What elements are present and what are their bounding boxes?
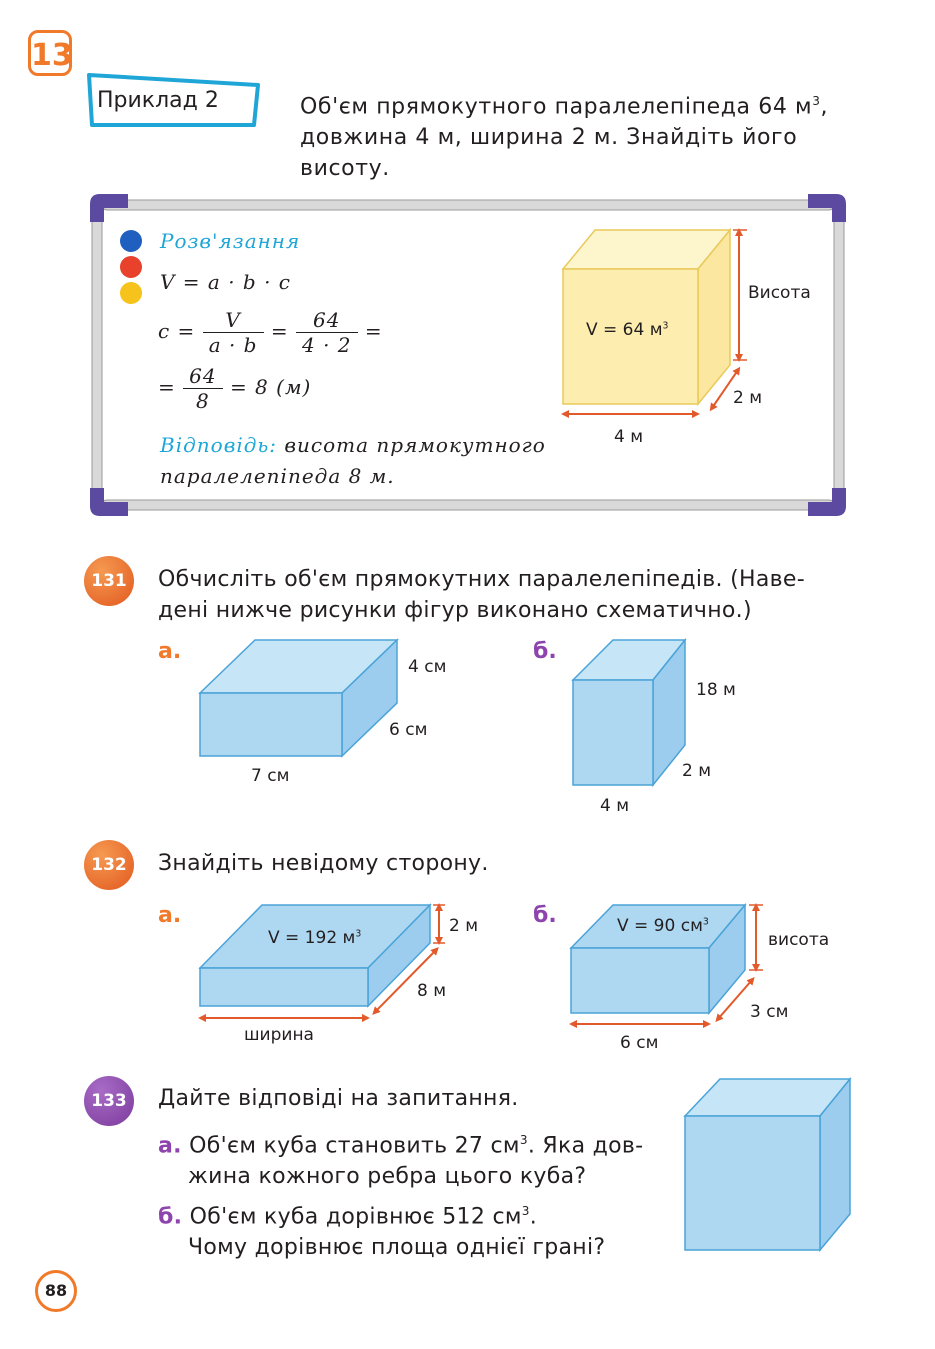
example-volume-label: V = 64 $м^3$ bbox=[586, 320, 669, 340]
exercise-133-b: б. Об'єм куба дорівнює 512 $см^3$. Чому дорівнює площа однієї грані? bbox=[158, 1204, 606, 1261]
exercise-131-a-letter: а. bbox=[158, 639, 182, 664]
exercise-132-badge: 132 bbox=[84, 840, 134, 890]
solution-formula: V = a · b · c bbox=[160, 270, 291, 294]
example-text-line3: висоту. bbox=[300, 156, 390, 182]
exercise-132-a-box bbox=[195, 898, 455, 1028]
example-text-line1: Об'єм прямокутного паралелепіпеда 64 м bbox=[300, 94, 813, 120]
solution-step2: = $\frac{64}{8}$ = 8 (м) bbox=[158, 364, 312, 413]
exercise-132-a-length: ширина bbox=[244, 1025, 314, 1045]
exercise-131-a-box bbox=[195, 635, 405, 760]
exercise-132-a-volume: V = 192 $м^3$ bbox=[268, 928, 362, 948]
fraction-64-over-8: $\frac{64}{8}$ bbox=[183, 364, 222, 413]
example-width-label: 2 м bbox=[733, 388, 763, 408]
example-length-label: 4 м bbox=[614, 427, 644, 447]
exercise-131-text: Обчисліть об'єм прямокутних паралелепіпедів. (Наве- дені нижче рисунки фігур виконано схематично.) bbox=[158, 567, 805, 623]
solution-step1: c = $\frac{V}{a \cdot b}$ = $\frac{64}{4 \cdot 2}$ = bbox=[158, 308, 383, 357]
exercise-132-b-height: висота bbox=[768, 930, 830, 950]
exercise-132-b-depth: 3 см bbox=[750, 1002, 789, 1022]
exercise-132-b-letter: б. bbox=[533, 903, 557, 928]
solution-answer: Відповідь: висота прямокутного паралелепіпеда 8 м. bbox=[160, 433, 546, 488]
exercise-131-b-depth: 2 м bbox=[682, 761, 712, 781]
example-text: Об'єм прямокутного паралелепіпеда 64 $м^3$, довжина 4 м, ширина 2 м. Знайдіть його висоту. bbox=[300, 94, 829, 182]
exercise-131-a-length: 7 см bbox=[251, 766, 290, 786]
exercise-133-cube bbox=[680, 1074, 855, 1256]
exercise-131-b-height: 18 м bbox=[696, 680, 736, 700]
fraction-64-over-4x2: $\frac{64}{4 \cdot 2}$ bbox=[296, 308, 358, 357]
fraction-v-over-ab: $\frac{V}{a \cdot b}$ bbox=[203, 308, 264, 357]
exercise-132-a-height: 2 м bbox=[449, 916, 479, 936]
exercise-131-badge: 131 bbox=[84, 556, 134, 606]
example-height-label: Висота bbox=[748, 283, 811, 303]
exercise-132-a-letter: а. bbox=[158, 903, 182, 928]
exercise-131-a-depth: 6 см bbox=[389, 720, 428, 740]
blue-dot-icon bbox=[120, 230, 142, 252]
example-text-line2: довжина 4 м, ширина 2 м. Знайдіть його bbox=[300, 125, 798, 151]
exercise-133-text: Дайте відповіді на запитання. bbox=[158, 1086, 519, 1111]
lesson-number-badge: 13 bbox=[28, 30, 72, 76]
red-dot-icon bbox=[120, 256, 142, 278]
solution-heading: Розв'язання bbox=[160, 229, 301, 253]
exercise-133-badge: 133 bbox=[84, 1076, 134, 1126]
example-label: Приклад 2 bbox=[97, 88, 219, 113]
exercise-132-a-depth: 8 м bbox=[417, 981, 447, 1001]
exercise-132-text: Знайдіть невідому сторону. bbox=[158, 851, 489, 876]
exercise-131-a-height: 4 см bbox=[408, 657, 447, 677]
exercise-131-b-length: 4 м bbox=[600, 796, 630, 816]
exercise-131-b-box bbox=[568, 635, 693, 790]
exercise-132-b-length: 6 см bbox=[620, 1033, 659, 1053]
yellow-dot-icon bbox=[120, 282, 142, 304]
exercise-132-b-volume: V = 90 $см^3$ bbox=[617, 916, 709, 936]
exercise-133-a: а. Об'єм куба становить 27 $см^3$. Яка дов- жина кожного ребра цього куба? bbox=[158, 1133, 644, 1190]
page-number: 88 bbox=[35, 1270, 77, 1312]
exercise-131-b-letter: б. bbox=[533, 639, 557, 664]
